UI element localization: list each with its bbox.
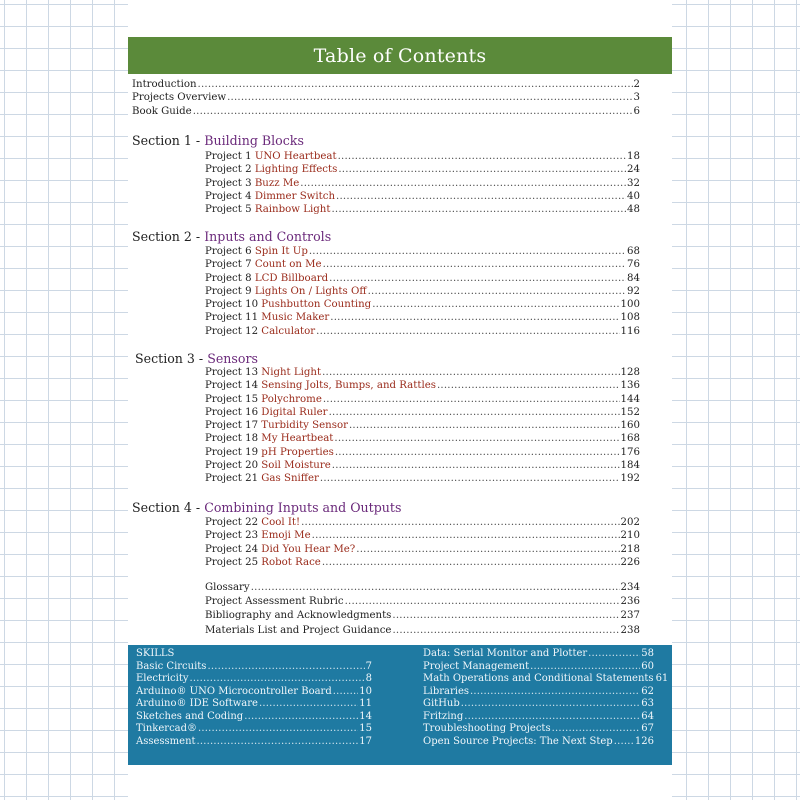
project-entry[interactable]: [205, 472, 640, 485]
entry-page: 108: [620, 312, 640, 324]
entry-label: Book Guide: [132, 105, 192, 117]
project-name: Spin It Up: [254, 246, 308, 257]
entry-label: Math Operations and Conditional Statements: [423, 673, 654, 684]
project-entry[interactable]: [205, 325, 640, 338]
project-entry[interactable]: [205, 446, 640, 459]
section-prefix: Section 4 -: [132, 500, 205, 515]
project-name: UNO Heartbeat: [254, 151, 337, 162]
project-number: Project 5: [205, 204, 255, 216]
project-number: Project 19: [205, 446, 262, 458]
skills-heading: SKILLS: [136, 648, 175, 659]
project-name: Count on Me: [254, 259, 322, 271]
toc-entry-materials[interactable]: [205, 624, 640, 638]
leader-dots: [338, 163, 626, 176]
project-number: Project 11: [205, 312, 262, 324]
entry-page: 58: [641, 648, 654, 659]
section-1-heading[interactable]: [132, 133, 304, 148]
entry-label: Project Assessment Rubric: [205, 596, 344, 608]
entry-page: 92: [627, 285, 640, 297]
project-name: Calculator: [261, 325, 316, 337]
project-number: Project 12: [205, 325, 262, 337]
entry-label: Data: Serial Monitor and Plotter: [423, 648, 588, 659]
project-number: Project 3: [205, 177, 255, 189]
section-name: Inputs and Controls: [204, 229, 332, 244]
leader-dots: [322, 366, 619, 379]
entry-page: 226: [620, 556, 640, 568]
project-entry[interactable]: [205, 177, 640, 190]
project-entry[interactable]: [205, 393, 640, 406]
entry-label: Bibliography and Acknowledgments: [205, 610, 392, 622]
entry-page: 218: [620, 543, 640, 555]
skill-entry[interactable]: [423, 686, 654, 699]
section-4-heading[interactable]: [132, 500, 401, 515]
project-entry[interactable]: [205, 529, 640, 542]
leader-dots: [345, 595, 620, 609]
entry-page: 237: [620, 610, 640, 622]
project-number: Project 24: [205, 543, 262, 555]
project-name: Gas Sniffer: [261, 473, 319, 485]
project-entry[interactable]: [205, 298, 640, 311]
leader-dots: [372, 298, 619, 311]
leader-dots: [323, 393, 620, 406]
leader-dots: [437, 379, 620, 392]
leader-dots: [329, 406, 620, 419]
leader-dots: [335, 446, 620, 459]
front-matter-list: [132, 78, 640, 118]
project-number: Project 16: [205, 406, 262, 418]
toc-entry-glossary[interactable]: [205, 581, 640, 595]
leader-dots: [300, 177, 626, 190]
skill-entry[interactable]: [136, 661, 372, 674]
entry-page: 126: [634, 735, 654, 747]
project-name: Lights On / Lights Off: [254, 285, 367, 297]
project-name: Dimmer Switch: [254, 190, 336, 202]
skill-entry[interactable]: [423, 723, 654, 736]
entry-page: 40: [627, 190, 640, 202]
leader-dots: [338, 150, 626, 163]
project-name: Rainbow Light: [254, 204, 331, 216]
leader-dots: [251, 581, 620, 595]
project-entry[interactable]: [205, 366, 640, 379]
project-number: Project 25: [205, 556, 262, 568]
leader-dots: [329, 272, 626, 285]
project-name: Pushbutton Counting: [261, 299, 372, 311]
leader-dots: [356, 543, 619, 556]
leader-dots: [334, 432, 619, 445]
leader-dots: [316, 325, 619, 338]
leader-dots: [530, 661, 640, 674]
project-entry[interactable]: [205, 150, 640, 163]
leader-dots: [332, 459, 620, 472]
leader-dots: [461, 698, 640, 711]
leader-dots: [614, 736, 634, 749]
entry-label: Arduino® UNO Microcontroller Board: [136, 685, 332, 697]
section-name: Sensors: [207, 351, 258, 366]
project-entry[interactable]: [205, 419, 640, 432]
leader-dots: [333, 686, 359, 699]
skill-entry[interactable]: [423, 661, 654, 674]
skill-entry[interactable]: [136, 686, 372, 699]
leader-dots: [207, 661, 364, 674]
entry-page: 144: [620, 393, 640, 405]
entry-page: 100: [620, 299, 640, 311]
entry-label: Tinkercad®: [136, 723, 198, 734]
entry-label: Libraries: [423, 685, 470, 697]
project-number: Project 23: [205, 530, 262, 542]
project-entry[interactable]: [205, 311, 640, 324]
entry-page: 2: [633, 79, 640, 90]
toc-entry-introduction[interactable]: [132, 78, 640, 91]
project-entry[interactable]: [205, 258, 640, 271]
entry-label: Electricity: [136, 673, 189, 684]
project-number: Project 21: [205, 473, 262, 485]
leader-dots: [330, 311, 619, 324]
leader-dots: [331, 203, 626, 216]
section-prefix: Section 2 -: [132, 229, 205, 244]
leader-dots: [323, 258, 626, 271]
leader-dots: [309, 245, 626, 258]
leader-dots: [193, 105, 633, 118]
skill-entry[interactable]: [136, 723, 372, 736]
leader-dots: [392, 624, 619, 638]
leader-dots: [301, 516, 619, 529]
project-name: Robot Race: [261, 556, 321, 568]
entry-label: Materials List and Project Guidance: [205, 624, 392, 636]
entry-page: 61: [655, 673, 669, 684]
entry-page: 116: [620, 325, 640, 337]
project-name: Buzz Me: [254, 177, 300, 189]
leader-dots: [227, 91, 632, 104]
back-matter-list: [205, 581, 640, 638]
project-name: Digital Ruler: [261, 406, 328, 418]
entry-page: 84: [627, 272, 640, 284]
project-number: Project 9: [205, 285, 255, 297]
section-name: Combining Inputs and Outputs: [204, 500, 402, 515]
section-2-heading[interactable]: [132, 229, 331, 244]
entry-page: 160: [620, 420, 640, 432]
skills-left-column: [136, 648, 372, 748]
project-number: Project 10: [205, 299, 262, 311]
leader-dots: [244, 711, 358, 724]
entry-page: 202: [620, 517, 640, 528]
leader-dots: [464, 711, 640, 724]
project-name: Sensing Jolts, Bumps, and Rattles: [261, 380, 436, 392]
project-name: Emoji Me: [261, 530, 311, 542]
entry-label: Open Source Projects: The Next Step: [423, 735, 613, 747]
skill-entry[interactable]: [423, 673, 669, 686]
project-name: Polychrome: [261, 393, 322, 405]
toc-entry-bibliography[interactable]: [205, 609, 640, 623]
project-entry[interactable]: [205, 203, 640, 216]
skill-entry[interactable]: [136, 711, 372, 724]
skill-entry[interactable]: [423, 736, 654, 749]
skill-entry[interactable]: [423, 698, 654, 711]
project-name: Did You Hear Me?: [261, 543, 356, 555]
project-entry[interactable]: [205, 406, 640, 419]
project-number: Project 1: [205, 151, 255, 162]
entry-page: 32: [627, 177, 640, 189]
project-name: Turbidity Sensor: [261, 420, 348, 432]
project-entry[interactable]: [205, 190, 640, 203]
entry-page: 67: [641, 723, 654, 734]
project-entry[interactable]: [205, 556, 640, 569]
project-number: Project 17: [205, 420, 262, 432]
project-entry[interactable]: [205, 285, 640, 298]
project-number: Project 20: [205, 460, 262, 472]
skill-entry[interactable]: [136, 698, 372, 711]
leader-dots: [198, 723, 358, 736]
leader-dots: [349, 419, 620, 432]
entry-label: Assessment: [136, 735, 196, 747]
entry-page: 48: [627, 204, 640, 216]
project-entry[interactable]: [205, 543, 640, 556]
project-entry[interactable]: [205, 379, 640, 392]
entry-page: 136: [620, 380, 640, 392]
leader-dots: [320, 472, 620, 485]
section-prefix: Section 3 -: [135, 351, 208, 366]
entry-page: 62: [641, 685, 654, 697]
project-number: Project 2: [205, 164, 255, 176]
entry-page: 168: [620, 433, 640, 445]
entry-label: Arduino® IDE Software: [136, 698, 258, 709]
entry-page: 17: [359, 735, 372, 747]
project-number: Project 22: [205, 517, 262, 528]
skill-entry[interactable]: [423, 648, 654, 661]
section-1-projects: [205, 150, 640, 216]
leader-dots: [588, 648, 640, 661]
entry-page: 11: [359, 698, 372, 709]
entry-page: 18: [627, 151, 640, 162]
entry-page: 234: [620, 582, 640, 593]
leader-dots: [368, 285, 626, 298]
page-title: Table of Contents: [313, 44, 487, 67]
section-3-projects: [205, 366, 640, 486]
toc-entry-projects-overview[interactable]: [132, 91, 640, 104]
entry-page: 210: [620, 530, 640, 542]
project-entry[interactable]: [205, 163, 640, 176]
entry-page: 238: [620, 624, 640, 636]
leader-dots: [198, 78, 633, 91]
skill-entry[interactable]: [423, 711, 654, 724]
entry-page: 192: [620, 473, 640, 485]
entry-label: Glossary: [205, 582, 250, 593]
project-number: Project 13: [205, 367, 262, 378]
entry-label: Projects Overview: [132, 92, 227, 104]
entry-page: 68: [627, 246, 640, 257]
entry-page: 60: [641, 660, 654, 672]
entry-page: 63: [641, 698, 654, 709]
leader-dots: [312, 529, 620, 542]
section-2-projects: [205, 245, 640, 338]
project-name: LCD Billboard: [254, 272, 329, 284]
entry-page: 236: [620, 596, 640, 608]
skill-entry[interactable]: [136, 736, 372, 749]
leader-dots: [189, 673, 364, 686]
leader-dots: [322, 556, 620, 569]
leader-dots: [336, 190, 626, 203]
project-number: Project 14: [205, 380, 262, 392]
entry-page: 10: [359, 685, 372, 697]
project-name: Night Light: [261, 367, 322, 378]
entry-page: 128: [620, 367, 640, 378]
leader-dots: [552, 723, 641, 736]
entry-label: Troubleshooting Projects: [423, 723, 551, 734]
project-name: pH Properties: [261, 446, 334, 458]
skill-entry[interactable]: [136, 673, 372, 686]
leader-dots: [470, 686, 640, 699]
project-number: Project 8: [205, 272, 255, 284]
project-entry[interactable]: [205, 272, 640, 285]
entry-page: 64: [641, 710, 654, 722]
project-name: Music Maker: [261, 312, 330, 324]
section-prefix: Section 1 -: [132, 133, 205, 148]
project-number: Project 15: [205, 393, 262, 405]
project-name: Cool It!: [261, 517, 301, 528]
entry-page: 184: [620, 460, 640, 472]
entry-page: 6: [633, 105, 640, 117]
entry-label: GitHub: [423, 698, 460, 709]
entry-page: 7: [365, 660, 372, 672]
project-entry[interactable]: [205, 245, 640, 258]
project-number: Project 7: [205, 259, 255, 271]
skills-right-column: [423, 648, 669, 748]
project-name: Soil Moisture: [261, 460, 331, 472]
leader-dots: [259, 698, 358, 711]
entry-page: 14: [359, 710, 372, 722]
section-3-heading[interactable]: [135, 351, 258, 366]
leader-dots: [197, 736, 359, 749]
entry-page: 15: [359, 723, 372, 734]
toc-entry-rubric[interactable]: [205, 595, 640, 609]
project-entry[interactable]: [205, 516, 640, 529]
entry-page: 76: [627, 259, 640, 271]
project-number: Project 6: [205, 246, 255, 257]
project-number: Project 18: [205, 433, 262, 445]
entry-label: Basic Circuits: [136, 660, 207, 672]
entry-page: 3: [633, 92, 640, 104]
entry-page: 8: [365, 673, 372, 684]
entry-label: Fritzing: [423, 710, 464, 722]
leader-dots: [392, 609, 619, 623]
toc-entry-book-guide[interactable]: [132, 105, 640, 118]
section-4-projects: [205, 516, 640, 569]
project-entry[interactable]: [205, 459, 640, 472]
project-entry[interactable]: [205, 432, 640, 445]
entry-label: Introduction: [132, 79, 197, 90]
entry-label: Sketches and Coding: [136, 710, 244, 722]
entry-page: 24: [627, 164, 640, 176]
project-number: Project 4: [205, 190, 255, 202]
project-name: Lighting Effects: [254, 164, 338, 176]
entry-page: 152: [620, 406, 640, 418]
section-name: Building Blocks: [204, 133, 304, 148]
project-name: My Heartbeat: [261, 433, 334, 445]
toc-title-bar: [128, 37, 672, 74]
entry-label: Project Management: [423, 660, 530, 672]
entry-page: 176: [620, 446, 640, 458]
skills-panel: [128, 645, 672, 765]
